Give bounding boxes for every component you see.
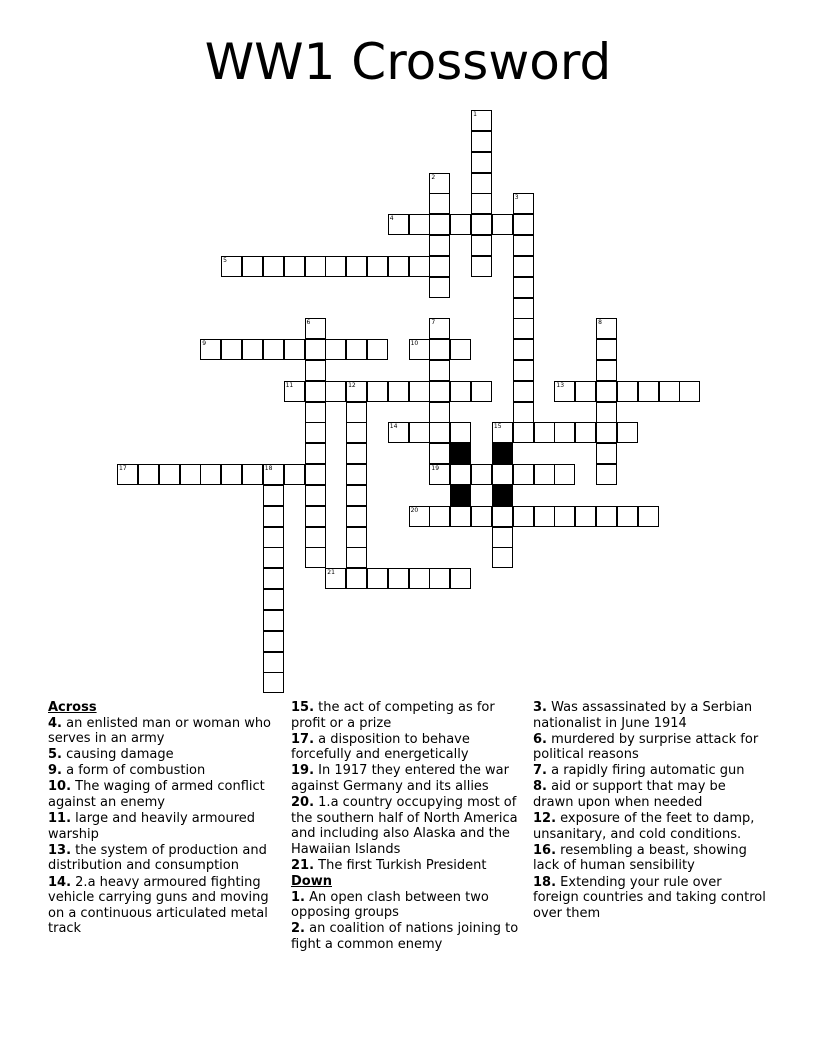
grid-cell[interactable] [492, 214, 513, 235]
grid-cell[interactable] [346, 443, 367, 464]
across-heading: Across [48, 700, 97, 715]
grid-cell[interactable] [409, 568, 430, 589]
clue-number: 8. [533, 779, 547, 795]
clue-number: 5 [223, 256, 227, 264]
clue-text: murdered by surprise attack for political reasons [533, 731, 759, 763]
grid-cell[interactable] [263, 464, 284, 485]
grid-cell[interactable] [429, 443, 450, 464]
grid-cell[interactable] [388, 422, 409, 443]
grid-cell[interactable] [429, 360, 450, 381]
clue-number: 6 [306, 319, 311, 327]
clue-item [533, 811, 769, 842]
grid-cell[interactable] [346, 527, 367, 548]
grid-cell[interactable] [617, 422, 638, 443]
clue-item [291, 921, 527, 952]
clue-text: exposure of the feet to damp, unsanitary, and cold conditions. [533, 811, 755, 842]
grid-cell[interactable] [429, 193, 450, 214]
grid-cell[interactable] [575, 506, 596, 527]
grid-cell[interactable] [429, 568, 450, 589]
black-cell [450, 485, 471, 506]
clue-number: 5. [48, 747, 62, 763]
grid-cell[interactable] [284, 464, 305, 485]
grid-cell[interactable] [471, 173, 492, 194]
grid-cell[interactable] [305, 547, 326, 568]
grid-cell[interactable] [305, 506, 326, 527]
grid-cell[interactable] [450, 464, 471, 485]
grid-cell[interactable] [305, 443, 326, 464]
clue-number: 18. [533, 874, 557, 890]
grid-cell[interactable] [596, 381, 617, 402]
grid-cell[interactable] [429, 464, 450, 485]
grid-cell[interactable] [284, 339, 305, 360]
clue-number: 20 [410, 506, 419, 514]
clue-text: causing damage [61, 747, 174, 763]
clue-item [291, 700, 527, 731]
grid-cell[interactable] [367, 339, 388, 360]
clue-text: resembling a beast, showing lack of human sensibility [533, 842, 747, 874]
clue-text: Extending your rule over foreign countries and taking control over them [533, 874, 766, 921]
clue-item [291, 890, 527, 921]
grid-cell[interactable] [346, 381, 367, 402]
grid-cell[interactable] [409, 422, 430, 443]
grid-cell[interactable] [346, 506, 367, 527]
clue-column-1 [48, 700, 284, 937]
clue-number: 1 [473, 111, 477, 118]
grid-cell[interactable] [471, 214, 492, 235]
black-cell [450, 443, 471, 464]
grid-cell[interactable] [388, 214, 409, 235]
grid-cell[interactable] [513, 235, 534, 256]
clue-item [291, 763, 527, 794]
grid-cell[interactable] [263, 547, 284, 568]
clue-number: 18 [264, 465, 273, 473]
grid-cell[interactable] [221, 464, 242, 485]
grid-cell[interactable] [429, 256, 450, 277]
grid-cell[interactable] [429, 214, 450, 235]
grid-cell[interactable] [575, 422, 596, 443]
grid-cell[interactable] [513, 360, 534, 381]
grid-cell[interactable] [513, 193, 534, 214]
black-cell [492, 485, 513, 506]
grid-cell[interactable] [679, 381, 700, 402]
grid-cell[interactable] [450, 506, 471, 527]
grid-cell[interactable] [575, 381, 596, 402]
grid-cell[interactable] [263, 485, 284, 506]
clue-item [291, 795, 527, 857]
grid-cell[interactable] [554, 506, 575, 527]
grid-cell[interactable] [492, 527, 513, 548]
grid-cell[interactable] [429, 381, 450, 402]
grid-cell[interactable] [346, 485, 367, 506]
grid-cell[interactable] [492, 506, 513, 527]
clue-text: an coalition of nations joining to fight a common enemy [291, 921, 519, 952]
grid-cell[interactable] [534, 464, 555, 485]
clue-number: 17 [119, 465, 127, 473]
grid-cell[interactable] [596, 443, 617, 464]
clue-number: 3. [533, 700, 547, 715]
clue-number: 7. [533, 763, 547, 779]
grid-cell[interactable] [596, 422, 617, 443]
grid-cell[interactable] [346, 422, 367, 443]
grid-cell[interactable] [305, 464, 326, 485]
clue-text: 2.a heavy armoured fighting vehicle carrying guns and moving on a continuous articulated metal track [48, 874, 269, 937]
clue-column-3 [533, 700, 769, 922]
grid-cell[interactable] [513, 277, 534, 298]
clue-text: 1.a country occupying most of the southern half of North America and including also Alaska and the Hawaiian Islands [291, 795, 518, 857]
across-clues-part2 [291, 700, 527, 874]
grid-cell[interactable] [450, 568, 471, 589]
clue-text: the system of production and distribution and consumption [48, 842, 267, 874]
clue-number: 2 [431, 173, 436, 181]
down-heading: Down [291, 874, 332, 890]
clue-number: 19 [431, 465, 440, 473]
clue-item [48, 875, 284, 937]
grid-cell[interactable] [409, 381, 430, 402]
clue-item [533, 732, 769, 763]
grid-cell[interactable] [596, 339, 617, 360]
clue-number: 8 [598, 319, 602, 327]
clue-number: 4 [389, 215, 394, 223]
grid-cell[interactable] [138, 464, 159, 485]
grid-cell[interactable] [429, 235, 450, 256]
clue-item [48, 763, 284, 779]
clue-number: 17. [291, 731, 315, 747]
grid-cell[interactable] [305, 381, 326, 402]
grid-cell[interactable] [450, 381, 471, 402]
clue-number: 9 [202, 340, 207, 348]
grid-cell[interactable] [159, 464, 180, 485]
clue-number: 14 [389, 423, 398, 431]
grid-cell[interactable] [429, 339, 450, 360]
grid-cell[interactable] [659, 381, 680, 402]
grid-cell[interactable] [554, 381, 575, 402]
clue-number: 4. [48, 715, 62, 731]
grid-cell[interactable] [638, 381, 659, 402]
clue-item [533, 763, 769, 779]
clue-item [291, 732, 527, 763]
grid-cell[interactable] [346, 402, 367, 423]
grid-cell[interactable] [471, 110, 492, 131]
clue-text: aid or support that may be drawn upon when needed [533, 779, 726, 811]
grid-cell[interactable] [534, 506, 555, 527]
grid-cell[interactable] [346, 464, 367, 485]
grid-cell[interactable] [554, 422, 575, 443]
grid-cell[interactable] [471, 256, 492, 277]
grid-cell[interactable] [388, 568, 409, 589]
grid-cell[interactable] [450, 214, 471, 235]
grid-cell[interactable] [263, 256, 284, 277]
grid-cell[interactable] [429, 277, 450, 298]
grid-cell[interactable] [367, 256, 388, 277]
grid-cell[interactable] [409, 339, 430, 360]
grid-cell[interactable] [263, 506, 284, 527]
grid-cell[interactable] [638, 506, 659, 527]
grid-cell[interactable] [513, 214, 534, 235]
grid-cell[interactable] [242, 464, 263, 485]
clue-item [48, 811, 284, 842]
grid-cell[interactable] [284, 381, 305, 402]
clue-text: The first Turkish President [314, 857, 487, 873]
clue-item [48, 747, 284, 763]
down-clues-part1 [291, 890, 527, 953]
clue-number: 14. [48, 874, 72, 890]
clue-text: a rapidly firing automatic gun [546, 763, 745, 779]
clue-number: 10 [410, 340, 419, 348]
page-title: WW1 Crossword [204, 33, 612, 91]
grid-cell[interactable] [221, 256, 242, 277]
grid-cell[interactable] [346, 547, 367, 568]
clue-item [48, 843, 284, 874]
grid-cell[interactable] [450, 422, 471, 443]
grid-cell[interactable] [596, 402, 617, 423]
grid-cell[interactable] [305, 360, 326, 381]
grid-cell[interactable] [305, 339, 326, 360]
grid-cell[interactable] [492, 422, 513, 443]
clue-text: a form of combustion [61, 763, 206, 779]
grid-cell[interactable] [305, 402, 326, 423]
grid-cell[interactable] [305, 256, 326, 277]
grid-cell[interactable] [305, 527, 326, 548]
grid-cell[interactable] [513, 339, 534, 360]
clue-number: 11. [48, 811, 72, 827]
clue-number: 7 [431, 319, 436, 327]
grid-cell[interactable] [596, 360, 617, 381]
clue-item [533, 843, 769, 874]
clue-number: 16. [533, 842, 557, 858]
clue-text: An open clash between two opposing groups [291, 889, 489, 921]
grid-cell[interactable] [305, 318, 326, 339]
clue-text: Was assassinated by a Serbian nationalist in June 1914 [533, 700, 753, 731]
grid-cell[interactable] [305, 422, 326, 443]
grid-cell[interactable] [471, 464, 492, 485]
clue-item [533, 700, 769, 731]
clue-number: 15. [291, 700, 315, 715]
clue-number: 3 [514, 194, 519, 202]
clue-item [291, 858, 527, 874]
clue-number: 20. [291, 795, 315, 811]
clue-number: 15 [493, 423, 502, 431]
grid-cell[interactable] [200, 464, 221, 485]
clue-number: 12. [533, 811, 557, 827]
clue-number: 13 [556, 381, 565, 389]
grid-cell[interactable] [263, 527, 284, 548]
clue-item [533, 779, 769, 810]
grid-cell[interactable] [221, 339, 242, 360]
grid-cell[interactable] [325, 381, 346, 402]
clue-number: 9. [48, 763, 62, 779]
grid-cell[interactable] [242, 339, 263, 360]
grid-cell[interactable] [325, 339, 346, 360]
clue-number: 21 [327, 569, 335, 577]
grid-cell[interactable] [596, 318, 617, 339]
grid-cell[interactable] [513, 256, 534, 277]
clue-number: 19. [291, 763, 315, 779]
grid-cell[interactable] [263, 631, 284, 652]
grid-cell[interactable] [429, 402, 450, 423]
grid-cell[interactable] [263, 652, 284, 673]
grid-cell[interactable] [346, 339, 367, 360]
grid-cell[interactable] [596, 506, 617, 527]
clue-item [533, 875, 769, 922]
clue-text: large and heavily armoured warship [48, 811, 256, 842]
grid-cell[interactable] [346, 256, 367, 277]
across-clues-part1 [48, 716, 284, 937]
grid-cell[interactable] [429, 422, 450, 443]
grid-cell[interactable] [596, 464, 617, 485]
grid-cell[interactable] [471, 193, 492, 214]
grid-cell[interactable] [388, 381, 409, 402]
grid-cell[interactable] [513, 506, 534, 527]
clue-text: the act of competing as for profit or a prize [291, 700, 495, 731]
grid-cell[interactable] [513, 402, 534, 423]
grid-cell[interactable] [617, 506, 638, 527]
grid-cell[interactable] [367, 568, 388, 589]
down-clues-part2 [533, 700, 769, 921]
grid-cell[interactable] [471, 152, 492, 173]
clue-number: 13. [48, 842, 72, 858]
clue-number: 2. [291, 921, 305, 937]
grid-cell[interactable] [263, 610, 284, 631]
grid-cell[interactable] [617, 381, 638, 402]
clue-number: 12 [348, 381, 356, 389]
grid-cell[interactable] [534, 422, 555, 443]
clue-column-2 [291, 700, 527, 953]
grid-cell[interactable] [471, 131, 492, 152]
clue-number: 6. [533, 731, 547, 747]
grid-cell[interactable] [492, 547, 513, 568]
grid-cell[interactable] [180, 464, 201, 485]
clue-text: In 1917 they entered the war against Germany and its allies [291, 763, 509, 794]
clue-item [48, 779, 284, 810]
grid-cell[interactable] [554, 464, 575, 485]
grid-cell[interactable] [513, 298, 534, 319]
grid-cell[interactable] [513, 381, 534, 402]
grid-cell[interactable] [263, 568, 284, 589]
grid-cell[interactable] [471, 381, 492, 402]
grid-cell[interactable] [367, 381, 388, 402]
grid-cell[interactable] [263, 339, 284, 360]
grid-cell[interactable] [263, 672, 284, 693]
grid-cell[interactable] [429, 506, 450, 527]
grid-cell[interactable] [325, 568, 346, 589]
black-cell [492, 443, 513, 464]
clue-text: a disposition to behave forcefully and energetically [291, 731, 470, 763]
grid-cell[interactable] [305, 485, 326, 506]
grid-cell[interactable] [388, 256, 409, 277]
grid-cell[interactable] [429, 173, 450, 194]
grid-cell[interactable] [242, 256, 263, 277]
grid-cell[interactable] [284, 256, 305, 277]
grid-cell[interactable] [513, 464, 534, 485]
clue-number: 21. [291, 857, 315, 873]
grid-cell[interactable] [471, 506, 492, 527]
grid-cell[interactable] [409, 214, 430, 235]
grid-cell[interactable] [117, 464, 138, 485]
grid-cell[interactable] [409, 506, 430, 527]
clue-text: The waging of armed conflict against an enemy [48, 779, 265, 811]
clue-text: an enlisted man or woman who serves in an army [48, 715, 272, 747]
clue-number: 10. [48, 779, 72, 795]
grid-cell[interactable] [200, 339, 221, 360]
grid-cell[interactable] [471, 235, 492, 256]
grid-cell[interactable] [450, 339, 471, 360]
grid-cell[interactable] [429, 318, 450, 339]
clue-number: 11 [285, 381, 294, 389]
grid-cell[interactable] [325, 256, 346, 277]
grid-cell[interactable] [346, 568, 367, 589]
clue-number: 1. [291, 889, 305, 905]
grid-cell[interactable] [513, 422, 534, 443]
grid-cell[interactable] [263, 589, 284, 610]
grid-cell[interactable] [492, 464, 513, 485]
grid-cell[interactable] [409, 256, 430, 277]
clue-item [48, 716, 284, 747]
grid-cell[interactable] [513, 318, 534, 339]
